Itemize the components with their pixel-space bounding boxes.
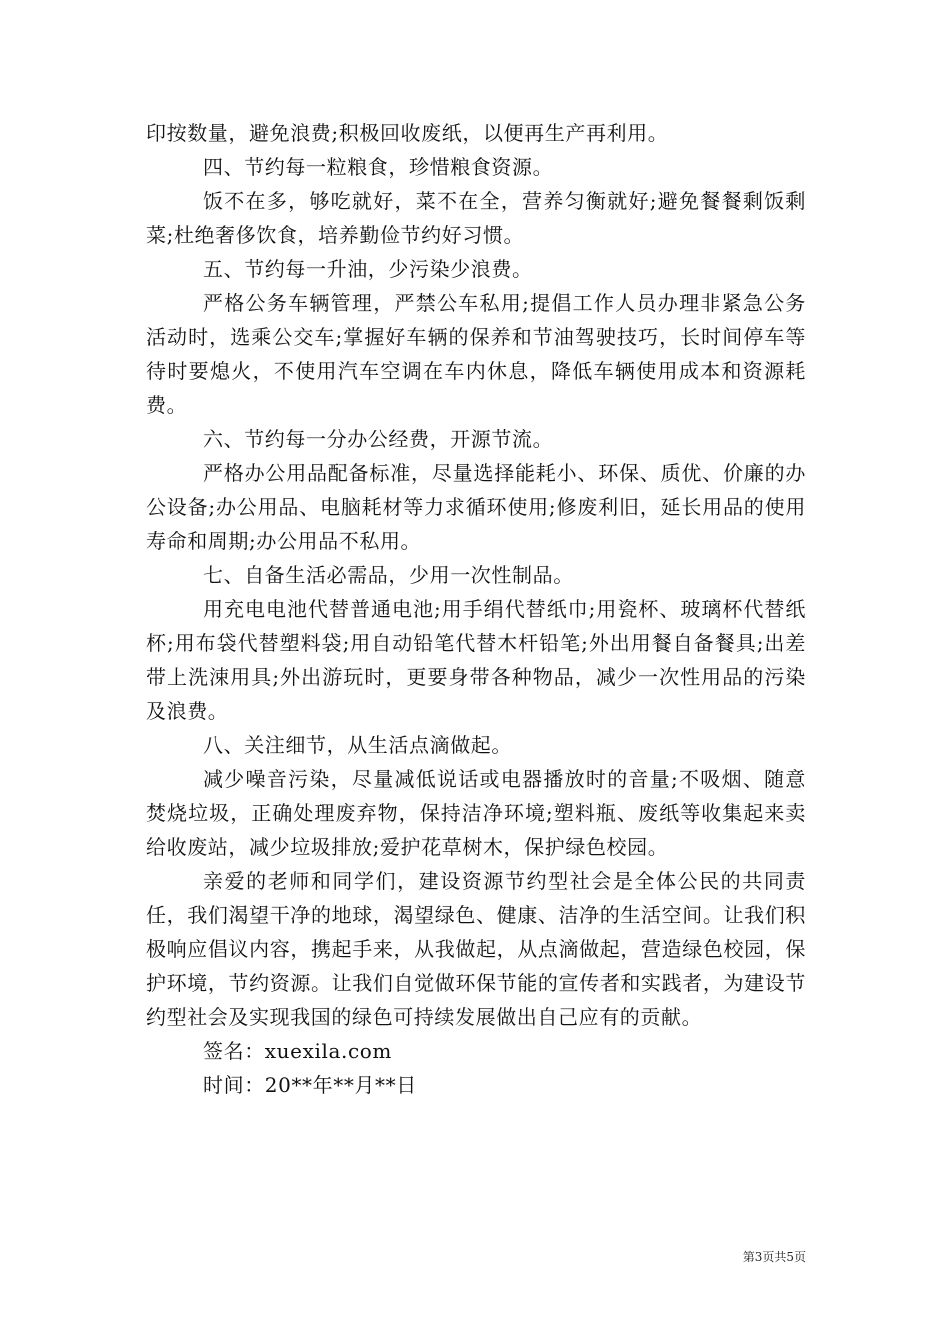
section-heading-5: 五、节约每一升油，少污染少浪费。 [203,257,533,281]
paragraph-closing: 亲爱的老师和同学们，建设资源节约型社会是全体公民的共同责任，我们渴望干净的地球，渴望绿色、健康、洁净的生活空间。让我们积极响应倡议内容，携起手来，从我做起，从点滴做起，营造绿色校园，保护环境，节约资源。让我们自觉做环保节能的宣传者和实践者，为建设节约型社会及实现我国的绿色可持续发展做出自己应有的贡献。 [146,869,806,1029]
paragraph-continuation: 印按数量，避免浪费;积极回收废纸，以便再生产再利用。 [146,121,669,145]
paragraph-details: 减少噪音污染，尽量减低说话或电器播放时的音量;不吸烟、随意焚烧垃圾，正确处理废弃物，保持洁净环境;塑料瓶、废纸等收集起来卖给收废站，减少垃圾排放;爱护花草树木，保护绿色校园。 [146,767,806,859]
page-number: 第3页共5页 [742,1250,806,1264]
section-heading-6: 六、节约每一分办公经费，开源节流。 [203,427,554,451]
section-heading-4: 四、节约每一粒粮食，珍惜粮食资源。 [203,155,554,179]
section-heading-8: 八、关注细节，从生活点滴做起。 [203,733,512,757]
paragraph-vehicles: 严格公务车辆管理，严禁公车私用;提倡工作人员办理非紧急公务活动时，选乘公交车;掌握好车辆的保养和节油驾驶技巧，长时间停车等待时要熄火，不使用汽车空调在车内休息，降低车辆使用成本和资源耗费。 [146,291,806,417]
paragraph-food: 饭不在多，够吃就好，菜不在全，营养匀衡就好;避免餐餐剩饭剩菜;杜绝奢侈饮食，培养勤俭节约好习惯。 [146,189,806,247]
document-body [146,116,806,1102]
paragraph-office-supplies: 严格办公用品配备标准，尽量选择能耗小、环保、质优、价廉的办公设备;办公用品、电脑耗材等力求循环使用;修废利旧，延长用品的使用寿命和周期;办公用品不私用。 [146,461,806,553]
section-heading-7: 七、自备生活必需品，少用一次性制品。 [203,563,574,587]
paragraph-disposables: 用充电电池代替普通电池;用手绢代替纸巾;用瓷杯、玻璃杯代替纸杯;用布袋代替塑料袋;用自动铅笔代替木杆铅笔;外出用餐自备餐具;出差带上洗涑用具;外出游玩时，更要身带各种物品，减少一次性用品的污染及浪费。 [146,597,806,723]
signature-line: 签名：xuexila.com [203,1039,392,1063]
date-line: 时间：20**年**月**日 [203,1073,417,1097]
